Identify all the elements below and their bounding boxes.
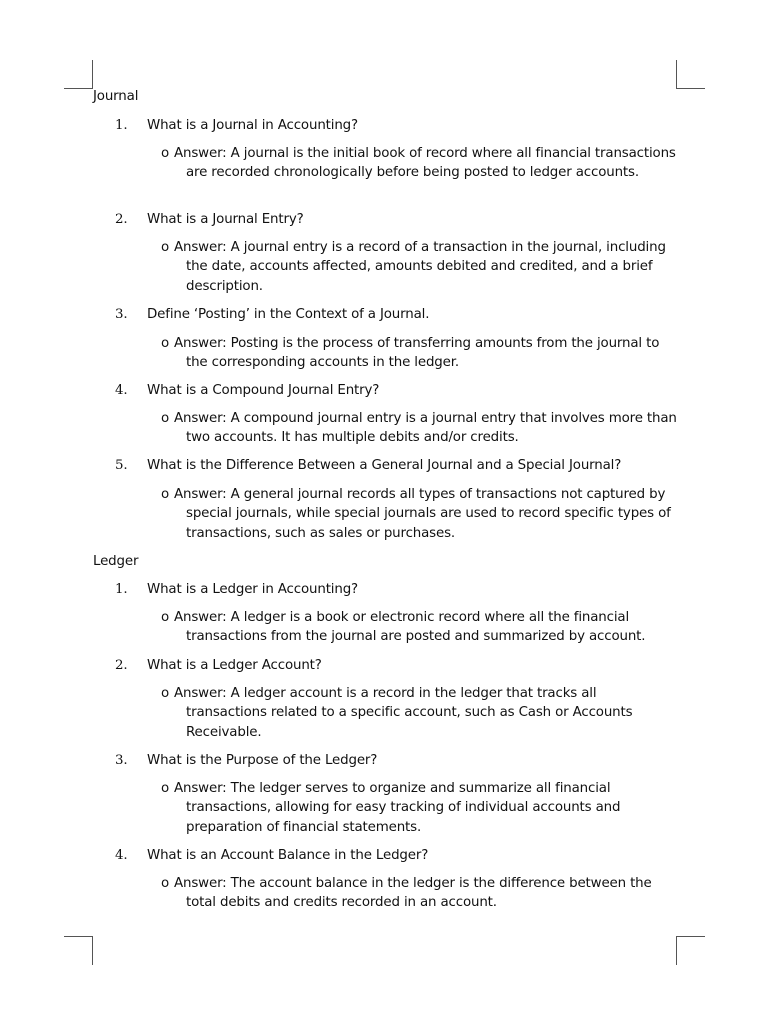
question: What is the Difference Between a General Journal and a Special Journal? — [147, 458, 622, 473]
answer-text: Answer: A general journal records all types of transactions not captured by special journals, while special journals are used to record specific types of transactions, such as sales or purchases. — [174, 487, 671, 541]
item-number: 4. — [115, 848, 128, 863]
answer — [161, 608, 677, 647]
section-heading-ledger: Ledger — [93, 554, 139, 569]
bullet: o — [161, 240, 170, 255]
item-number: 3. — [115, 753, 128, 768]
answer — [161, 334, 677, 373]
answer-text: Answer: A journal entry is a record of a transaction in the journal, including the date, accounts affected, amounts debited and credited, and a brief description. — [174, 240, 666, 294]
item-number: 2. — [115, 212, 128, 227]
answer — [161, 874, 677, 913]
answer — [161, 144, 677, 183]
answer — [161, 409, 677, 448]
item-number: 5. — [115, 458, 128, 473]
question: What is the Purpose of the Ledger? — [147, 753, 378, 768]
answer-text: Answer: Posting is the process of transferring amounts from the journal to the corresponding accounts in the ledger. — [174, 336, 660, 371]
question: What is a Ledger in Accounting? — [147, 582, 359, 597]
item-number: 2. — [115, 658, 128, 673]
crop-mark-bottom-right — [676, 936, 705, 965]
bullet: o — [161, 781, 170, 796]
answer-text: Answer: The ledger serves to organize and summarize all financial transactions, allowing for easy tracking of individual accounts and preparation of financial statements. — [174, 781, 621, 835]
crop-mark-top-left — [64, 60, 93, 89]
section-heading-journal: Journal — [93, 89, 139, 104]
crop-mark-top-right — [676, 60, 705, 89]
item-number: 3. — [115, 307, 128, 322]
crop-mark-bottom-left — [64, 936, 93, 965]
item-number: 1. — [115, 582, 128, 597]
item-number: 4. — [115, 383, 128, 398]
item-number: 1. — [115, 118, 128, 133]
answer — [161, 485, 677, 543]
answer-text: Answer: A ledger is a book or electronic record where all the financial transactions from the journal are posted and summarized by account. — [174, 610, 646, 645]
bullet: o — [161, 686, 170, 701]
answer-text: Answer: A ledger account is a record in the ledger that tracks all transactions related to a specific account, such as Cash or Accounts Receivable. — [174, 686, 633, 740]
question: What is a Journal in Accounting? — [147, 118, 358, 133]
bullet: o — [161, 146, 170, 161]
bullet: o — [161, 411, 170, 426]
answer-text: Answer: A compound journal entry is a journal entry that involves more than two accounts. It has multiple debits and/or credits. — [174, 411, 677, 446]
answer-text: Answer: A journal is the initial book of record where all financial transactions are recorded chronologically before being posted to ledger accounts. — [174, 146, 676, 181]
question: What is a Ledger Account? — [147, 658, 322, 673]
bullet: o — [161, 487, 170, 502]
question: What is a Journal Entry? — [147, 212, 304, 227]
question: What is an Account Balance in the Ledger? — [147, 848, 429, 863]
question: Define ‘Posting’ in the Context of a Journal. — [147, 307, 430, 322]
answer — [161, 684, 677, 742]
answer — [161, 238, 677, 296]
answer — [161, 779, 677, 837]
question: What is a Compound Journal Entry? — [147, 383, 380, 398]
bullet: o — [161, 876, 170, 891]
bullet: o — [161, 336, 170, 351]
answer-text: Answer: The account balance in the ledger is the difference between the total debits and credits recorded in an account. — [174, 876, 652, 911]
bullet: o — [161, 610, 170, 625]
